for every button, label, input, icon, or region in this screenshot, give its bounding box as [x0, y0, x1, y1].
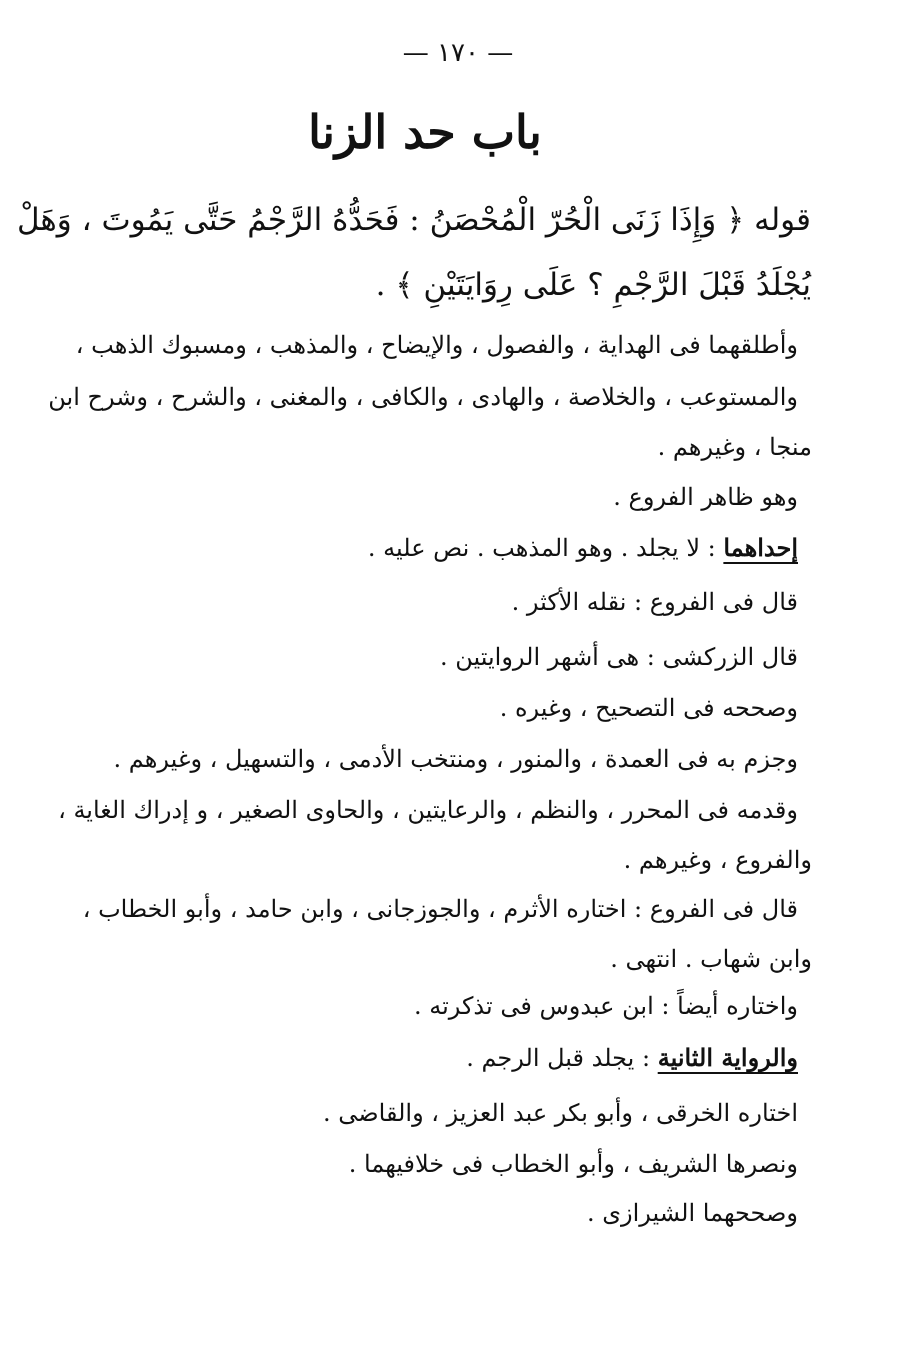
chapter-title: باب حد الزنا	[308, 105, 542, 159]
second-narration-line	[466, 1038, 798, 1078]
paragraph-line: والفروع ، وغيرهم .	[623, 846, 812, 874]
paragraph-line: قال الزركشى : هى أشهر الروايتين .	[439, 643, 798, 671]
paragraph-line: وأطلقهما فى الهداية ، والفصول ، والإيضاح ، والمذهب ، ومسبوك الذهب ،	[75, 331, 798, 359]
paragraph-line: اختاره الخرقى ، وأبو بكر عبد العزيز ، والقاضى .	[323, 1099, 798, 1127]
first-narration-text: إحداهما : لا يجلد . وهو المذهب . نص عليه .	[367, 533, 798, 562]
paragraph-line: وصححهما الشيرازى .	[586, 1199, 798, 1227]
paragraph-line: وهو ظاهر الفروع .	[613, 483, 798, 511]
second-narration-text: والرواية الثانية : يجلد قبل الرجم .	[466, 1043, 798, 1072]
narration-label: والرواية الثانية	[657, 1043, 798, 1072]
paragraph-line: وصححه فى التصحيح ، وغيره .	[499, 694, 798, 722]
page-number: — ١٧٠ —	[402, 38, 514, 68]
narration-label: إحداهما	[723, 533, 798, 562]
quote-line: يُجْلَدُ قَبْلَ الرَّجْمِ ؟ عَلَى رِوَايَتَيْنِ ﴾ .	[375, 267, 811, 303]
paragraph-line: واختاره أيضاً : ابن عبدوس فى تذكرته .	[413, 992, 798, 1020]
paragraph-line: ونصرها الشريف ، وأبو الخطاب فى خلافيهما .	[348, 1150, 798, 1178]
paragraph-line: قال فى الفروع : اختاره الأثرم ، والجوزجانى ، وابن حامد ، وأبو الخطاب ،	[82, 895, 798, 923]
paragraph-line: منجا ، وغيرهم .	[657, 433, 812, 461]
quote-line: قوله ﴿ وَإِذَا زَنَى الْحُرّ الْمُحْصَنُ : فَحَدُّهُ الرَّجْمُ حَتَّى يَمُوتَ ، وَهَلْ	[16, 202, 811, 238]
paragraph-line: قال فى الفروع : نقله الأكثر .	[511, 588, 798, 616]
paragraph-line: وقدمه فى المحرر ، والنظم ، والرعايتين ، والحاوى الصغير ، و إدراك الغاية ،	[58, 796, 798, 824]
paragraph-line: وجزم به فى العمدة ، والمنور ، ومنتخب الأدمى ، والتسهيل ، وغيرهم .	[113, 745, 798, 773]
paragraph-line: والمستوعب ، والخلاصة ، والهادى ، والكافى ، والمغنى ، والشرح ، وشرح ابن	[48, 383, 798, 411]
paragraph-line: وابن شهاب . انتهى .	[610, 945, 812, 973]
first-narration-line	[368, 528, 798, 568]
